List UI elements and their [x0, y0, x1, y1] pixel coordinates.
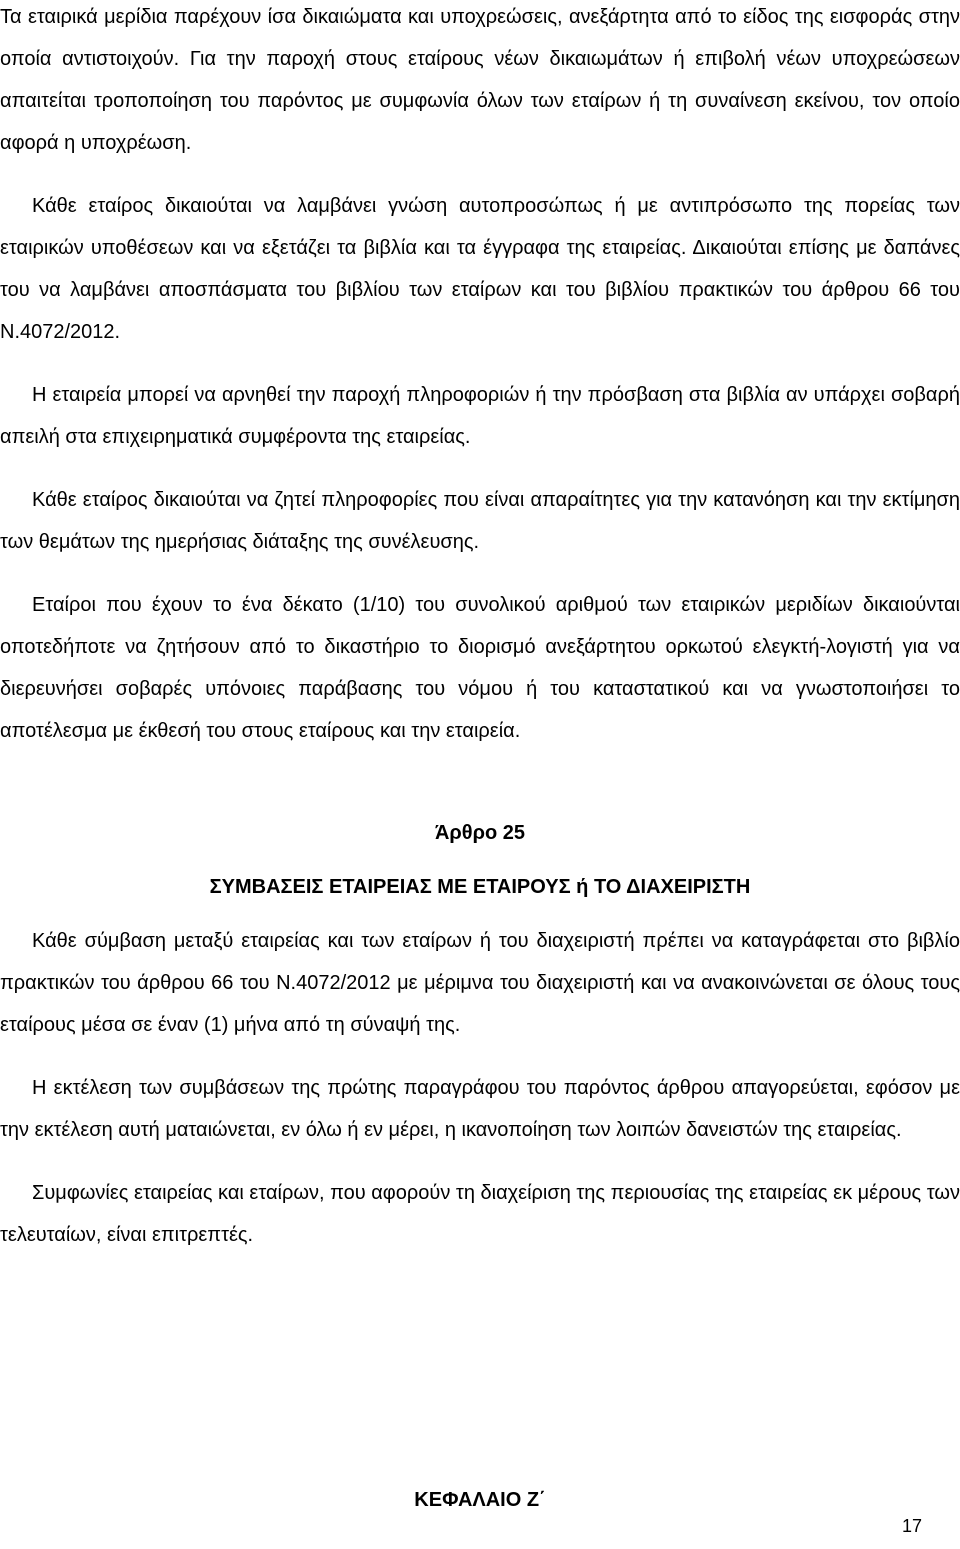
- paragraph-information-right: Κάθε εταίρος δικαιούται να λαμβάνει γνώση αυτοπροσώπως ή με αντιπρόσωπο της πορείας των εταιρικών υποθέσεων και να εξετάζει τα βιβλία και τα έγγραφα της εταιρείας. Δικαιούται επίσης με δαπάνες του να λαμβάνει αποσπάσματα του βιβλίου των εταίρων και του βιβλίου πρακτικών του άρθρου 66 του Ν.4072/2012.: [0, 195, 960, 343]
- article-title: Άρθρο 25: [434, 822, 526, 844]
- chapter-title: ΚΕΦΑΛΑΙΟ Ζ΄: [414, 1489, 546, 1511]
- paragraph-agenda-information: Κάθε εταίρος δικαιούται να ζητεί πληροφορίες που είναι απαραίτητες για την κατανόηση και την εκτίμηση των θεμάτων της ημερήσιας διάταξης της συνέλευσης.: [0, 489, 960, 553]
- paragraph-contract-registration: Κάθε σύμβαση μεταξύ εταιρείας και των εταίρων ή του διαχειριστή πρέπει να καταγράφεται στο βιβλίο πρακτικών του άρθρου 66 του Ν.4072/2012 με μέριμνα του διαχειριστή και να ανακοινώνεται σε όλους τους εταίρους μέσα σε έναν (1) μήνα από τη σύναψή της.: [0, 930, 960, 1036]
- article-heading: ΣΥΜΒΑΣΕΙΣ ΕΤΑΙΡΕΙΑΣ ΜΕ ΕΤΑΙΡΟΥΣ ή ΤΟ ΔΙΑΧΕΙΡΙΣΤΗ: [209, 876, 751, 898]
- paragraph-asset-management-agreements: Συμφωνίες εταιρείας και εταίρων, που αφορούν τη διαχείριση της περιουσίας της εταιρείας εκ μέρους των τελευταίων, είναι επιτρεπτές.: [0, 1182, 960, 1246]
- paragraph-auditor-appointment: Εταίροι που έχουν το ένα δέκατο (1/10) του συνολικού αριθμού των εταιρικών μεριδίων δικαιούνται οποτεδήποτε να ζητήσουν από το δικαστήριο το διορισμό ανεξάρτητου ορκωτού ελεγκτή-λογιστή για να διερευνήσει σοβαρές υπόνοιες παράβασης του νόμου ή του καταστατικού και να γνωστοποιήσει το αποτέλεσμα με έκθεσή του στους εταίρους και την εταιρεία.: [0, 594, 960, 742]
- page-number: 17: [901, 1516, 922, 1536]
- paragraph-contract-prohibition: Η εκτέλεση των συμβάσεων της πρώτης παραγράφου του παρόντος άρθρου απαγορεύεται, εφόσον με την εκτέλεση αυτή ματαιώνεται, εν όλω ή εν μέρει, η ικανοποίηση των λοιπών δανειστών της εταιρείας.: [0, 1077, 960, 1141]
- paragraph-shares-rights: Τα εταιρικά μερίδια παρέχουν ίσα δικαιώματα και υποχρεώσεις, ανεξάρτητα από το είδος της εισφοράς στην οποία αντιστοιχούν. Για την παροχή στους εταίρους νέων δικαιωμάτων ή επιβολή νέων υποχρεώσεων απαιτείται τροποποίηση του παρόντος με συμφωνία όλων των εταίρων ή τη συναίνεση εκείνου, τον οποίο αφορά η υποχρέωση.: [0, 6, 960, 154]
- paragraph-refusal-information: Η εταιρεία μπορεί να αρνηθεί την παροχή πληροφοριών ή την πρόσβαση στα βιβλία αν υπάρχει σοβαρή απειλή στα επιχειρηματικά συμφέροντα της εταιρείας.: [0, 384, 960, 448]
